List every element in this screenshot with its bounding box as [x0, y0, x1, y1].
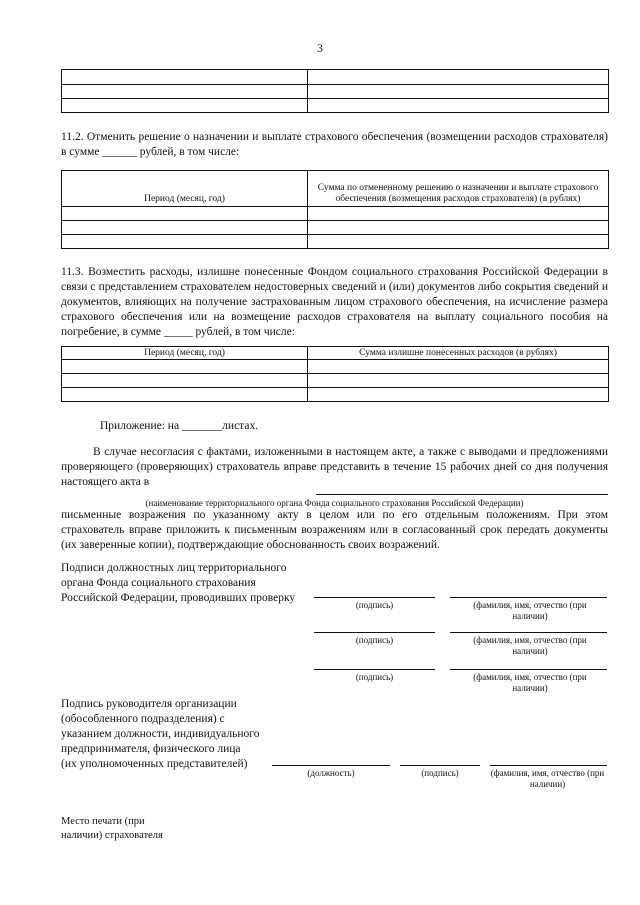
table-cell[interactable]	[62, 85, 308, 99]
territorial-body-line	[316, 494, 608, 495]
name-caption: (фамилия, имя, отчество (при наличии)	[490, 768, 605, 789]
label-line: Российской Федерации, проводивших проверку	[61, 592, 296, 604]
col-header-period: Период (месяц, год)	[62, 171, 308, 207]
fss-signatures-label	[61, 561, 331, 606]
table-header-row	[62, 171, 609, 207]
table-row	[62, 235, 609, 249]
section-11-2-text: 11.2. Отменить решение о назначении и выплате страхового обеспечения (возмещении расходов страхователя) в сумме ______ рублей, в том числе:	[61, 131, 608, 158]
territorial-body-caption: (наименование территориального органа Фонда социального страхования Российской Федерации)	[145, 498, 524, 508]
table-cell[interactable]	[308, 70, 609, 85]
table-row	[62, 388, 609, 402]
name-line[interactable]	[450, 597, 607, 598]
table-row	[62, 207, 609, 221]
label-line: органа Фонда социального страхования	[61, 577, 256, 589]
name-caption: (фамилия, имя, отчество (при наличии)	[473, 635, 587, 656]
table-row	[62, 99, 609, 113]
name-line[interactable]	[450, 669, 607, 670]
col-header-period: Период (месяц, год)	[62, 347, 308, 360]
table-cell[interactable]	[62, 99, 308, 113]
table-cell[interactable]	[308, 374, 609, 388]
section-11-3-text: 11.3. Возместить расходы, излишне понесенные Фондом социального страхования Российской Федерации в связи с представлением страхователем недостоверных сведений и (или) документов либо сокрытия сведений и документов, влияющих на получение застрахованным лицом страхового обеспечения, на исчисление размера страхового обеспечения или на возмещение расходов страхователя на выплату социального пособия на погребение, в сумме _____ рублей, в том числе:	[61, 266, 608, 338]
table-cell[interactable]	[308, 360, 609, 374]
disagreement-text: В случае несогласия с фактами, изложенными в настоящем акте, а также с выводами и предложениями проверяющего (проверяющих) страхователь вправе представить в течение 15 рабочих дней со дня получения настоящего акта в	[61, 446, 608, 488]
label-line: Подпись руководителя организации	[61, 698, 237, 710]
signature-line[interactable]	[314, 669, 435, 670]
signature-caption: (подпись)	[355, 635, 394, 645]
table-cell[interactable]	[308, 221, 609, 235]
col-header-amount: Сумма по отмененному решению о назначении и выплате страхового обеспечения (возмещения расходов страхователя) (в рублях)	[308, 171, 609, 207]
table-cell[interactable]	[308, 388, 609, 402]
table-cell[interactable]	[62, 235, 308, 249]
signature-line[interactable]	[314, 632, 435, 633]
table-row	[62, 221, 609, 235]
stamp-line: Место печати (при	[61, 816, 145, 827]
section-11-3-table	[61, 346, 609, 402]
attachment-line: Приложение: на _______листах.	[100, 420, 259, 432]
label-line: Подписи должностных лиц территориального	[61, 562, 287, 574]
continuation-table	[61, 69, 609, 113]
table-cell[interactable]	[308, 235, 609, 249]
signature-caption: (подпись)	[355, 600, 394, 610]
position-caption: (должность)	[307, 768, 355, 778]
stamp-line: наличии) страхователя	[61, 830, 163, 841]
table-cell[interactable]	[62, 360, 308, 374]
signature-caption: (подпись)	[355, 672, 394, 682]
table-row	[62, 70, 609, 85]
signature-caption: (подпись)	[421, 768, 459, 778]
signature-line[interactable]	[314, 597, 435, 598]
page-number: 3	[317, 43, 323, 55]
label-line: (обособленного подразделения) с	[61, 713, 225, 725]
table-cell[interactable]	[62, 70, 308, 85]
name-line[interactable]	[450, 632, 607, 633]
label-line: указанием должности, индивидуального	[61, 728, 260, 740]
table-row	[62, 360, 609, 374]
name-caption: (фамилия, имя, отчество (при наличии)	[473, 600, 587, 621]
label-line: предпринимателя, физического лица	[61, 743, 241, 755]
label-line: (их уполномоченных представителей)	[61, 758, 248, 770]
position-line[interactable]	[272, 765, 390, 766]
table-cell[interactable]	[62, 388, 308, 402]
table-cell[interactable]	[62, 207, 308, 221]
head-signature-label	[61, 697, 301, 772]
table-row	[62, 374, 609, 388]
table-cell[interactable]	[62, 221, 308, 235]
col-header-amount: Сумма излишне понесенных расходов (в рублях)	[308, 347, 609, 360]
name-caption: (фамилия, имя, отчество (при наличии)	[473, 672, 587, 693]
table-cell[interactable]	[62, 374, 308, 388]
table-cell[interactable]	[308, 207, 609, 221]
table-row	[62, 85, 609, 99]
signature-line[interactable]	[400, 765, 480, 766]
name-line[interactable]	[490, 765, 607, 766]
stamp-place	[61, 815, 261, 843]
disagreement-continuation: письменные возражения по указанному акту в целом или по его отдельным положениям. При этом страхователь вправе приложить к письменным возражениям или в согласованный срок передать документы (их заверенные копии), подтверждающие обоснованность своих возражений.	[61, 509, 608, 551]
table-header-row	[62, 347, 609, 360]
table-cell[interactable]	[308, 99, 609, 113]
section-11-2-table	[61, 170, 609, 249]
table-cell[interactable]	[308, 85, 609, 99]
